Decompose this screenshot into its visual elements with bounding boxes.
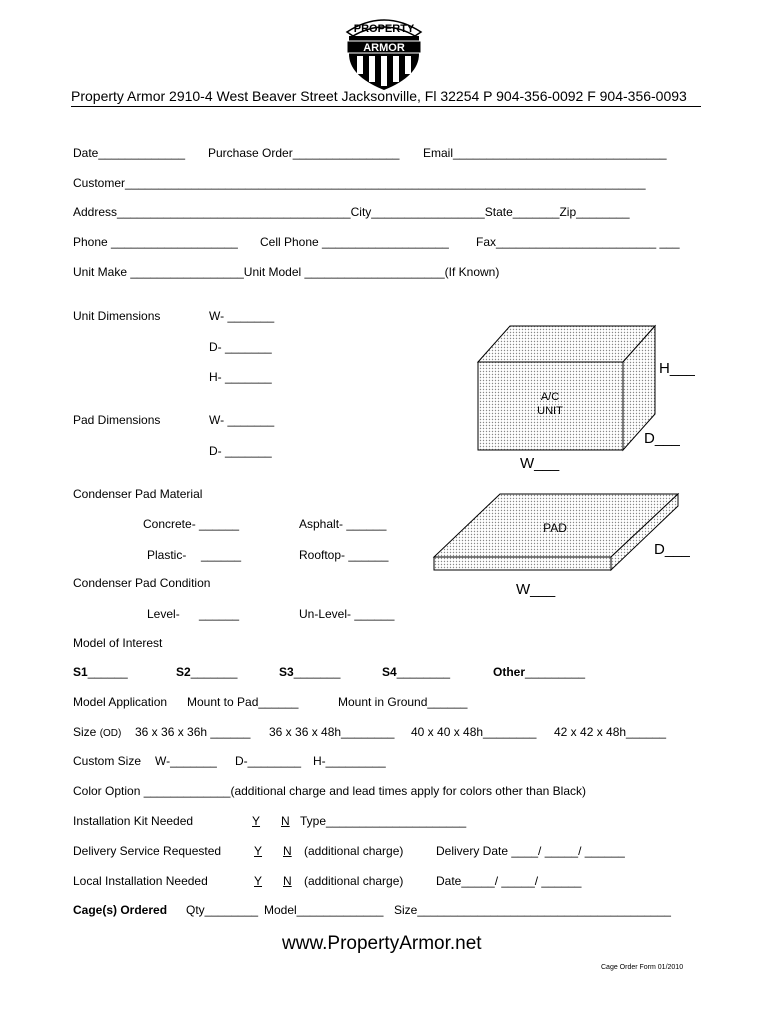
- installation-kit-type-field[interactable]: Type_____________________: [300, 814, 467, 828]
- model-s2-blank[interactable]: _______: [190, 665, 238, 679]
- model-s2-label: S2: [176, 665, 191, 679]
- customer-field[interactable]: Customer______________________________________________________________________________: [73, 176, 646, 190]
- pad-material-title: Condenser Pad Material: [73, 487, 203, 501]
- pad-width-field[interactable]: W- _______: [209, 413, 275, 427]
- plastic-option-blank[interactable]: ______: [201, 548, 242, 562]
- delivery-service-label: Delivery Service Requested: [73, 844, 222, 858]
- model-other-label: Other: [493, 665, 526, 679]
- custom-depth-field[interactable]: D-________: [235, 754, 302, 768]
- company-address-line: Property Armor 2910-4 West Beaver Street Jacksonville, Fl 32254 P 904-356-0092 F 904-356-0093: [71, 88, 687, 104]
- pad-condition-title: Condenser Pad Condition: [73, 576, 211, 590]
- model-s3-blank[interactable]: _______: [293, 665, 341, 679]
- custom-width-field[interactable]: W-_______: [155, 754, 217, 768]
- size-option-36x36x48[interactable]: 36 x 36 x 48h________: [269, 725, 395, 739]
- rooftop-option[interactable]: Rooftop- ______: [299, 548, 389, 562]
- local-installation-label: Local Installation Needed: [73, 874, 208, 888]
- purchase-order-field[interactable]: Purchase Order________________: [208, 146, 400, 160]
- unit-height-field[interactable]: H- _______: [209, 370, 272, 384]
- ac-label-line2: UNIT: [537, 405, 563, 417]
- unit-width-field[interactable]: W- _______: [209, 309, 275, 323]
- header-rule: [71, 106, 701, 107]
- cage-model-field[interactable]: Model_____________: [264, 903, 384, 917]
- asphalt-option[interactable]: Asphalt- ______: [299, 517, 387, 531]
- address-field[interactable]: Address___________________________________City_________________State_______Zip________: [73, 205, 630, 219]
- mount-in-ground-option[interactable]: Mount in Ground______: [338, 695, 468, 709]
- delivery-yes[interactable]: Y: [254, 844, 263, 858]
- plastic-option-label: Plastic-: [147, 548, 187, 562]
- concrete-option[interactable]: Concrete- ______: [143, 517, 240, 531]
- pad-dimensions-label: Pad Dimensions: [73, 413, 161, 427]
- delivery-charge-note: (additional charge): [304, 844, 404, 858]
- pad-width-label: W___: [516, 581, 556, 598]
- custom-height-field[interactable]: H-_________: [313, 754, 386, 768]
- unlevel-option[interactable]: Un-Level- ______: [299, 607, 395, 621]
- cage-qty-field[interactable]: Qty________: [186, 903, 259, 917]
- logo-text-armor: ARMOR: [363, 42, 405, 54]
- pad-label: PAD: [543, 521, 567, 535]
- model-s3-label: S3: [279, 665, 294, 679]
- size-option-42x42x48[interactable]: 42 x 42 x 48h______: [554, 725, 667, 739]
- size-od-label: (OD): [99, 728, 122, 739]
- model-application-label: Model Application: [73, 695, 168, 709]
- size-option-36x36x36[interactable]: 36 x 36 x 36h ______: [135, 725, 251, 739]
- size-label: Size: [73, 725, 97, 739]
- custom-size-label: Custom Size: [73, 754, 142, 768]
- color-option-field[interactable]: Color Option _____________(additional charge and lead times apply for colors other than Black): [73, 784, 586, 798]
- unit-make-model-field[interactable]: Unit Make _________________Unit Model _____________________(If Known): [73, 265, 500, 279]
- date-field[interactable]: Date_____________: [73, 146, 186, 160]
- property-armor-logo: [343, 14, 425, 92]
- ac-depth-label: D___: [644, 430, 680, 447]
- model-s1-label: S1: [73, 665, 88, 679]
- size-option-40x40x48[interactable]: 40 x 40 x 48h________: [411, 725, 537, 739]
- installation-kit-yes[interactable]: Y: [252, 814, 261, 828]
- form-code-label: Cage Order Form 01/2010: [601, 964, 684, 971]
- ac-width-label: W___: [520, 455, 560, 472]
- pad-diagram: [428, 488, 698, 598]
- model-of-interest-title: Model of Interest: [73, 636, 163, 650]
- model-s4-label: S4: [382, 665, 397, 679]
- ac-label-line1: A/C: [540, 391, 560, 403]
- phone-field[interactable]: Phone ___________________: [73, 235, 238, 249]
- email-field[interactable]: Email________________________________: [423, 146, 667, 160]
- website-link[interactable]: www.PropertyArmor.net: [282, 933, 482, 954]
- level-option-blank[interactable]: ______: [199, 607, 240, 621]
- local-installation-no[interactable]: N: [283, 874, 292, 888]
- cages-ordered-label: Cage(s) Ordered: [73, 903, 168, 917]
- mount-to-pad-option[interactable]: Mount to Pad______: [187, 695, 299, 709]
- unit-depth-field[interactable]: D- _______: [209, 340, 272, 354]
- cage-size-field[interactable]: Size______________________________________: [394, 903, 671, 917]
- fax-field[interactable]: Fax________________________ ___: [476, 235, 680, 249]
- level-option-label: Level-: [147, 607, 180, 621]
- model-s4-blank[interactable]: ________: [396, 665, 451, 679]
- model-other-blank[interactable]: _________: [525, 665, 586, 679]
- model-s1-blank[interactable]: ______: [87, 665, 128, 679]
- delivery-no[interactable]: N: [283, 844, 292, 858]
- unit-dimensions-label: Unit Dimensions: [73, 309, 161, 323]
- installation-kit-label: Installation Kit Needed: [73, 814, 194, 828]
- pad-depth-label: D___: [654, 541, 690, 558]
- pad-depth-field[interactable]: D- _______: [209, 444, 272, 458]
- local-installation-charge-note: (additional charge): [304, 874, 404, 888]
- ac-unit-diagram: [470, 322, 700, 472]
- installation-kit-no[interactable]: N: [281, 814, 290, 828]
- local-installation-yes[interactable]: Y: [254, 874, 263, 888]
- ac-height-label: H___: [659, 360, 695, 377]
- logo-text-property: PROPERTY: [353, 23, 415, 35]
- delivery-date-field[interactable]: Delivery Date ____/ _____/ ______: [436, 844, 625, 858]
- cell-phone-field[interactable]: Cell Phone ___________________: [260, 235, 449, 249]
- local-installation-date-field[interactable]: Date_____/ _____/ ______: [436, 874, 582, 888]
